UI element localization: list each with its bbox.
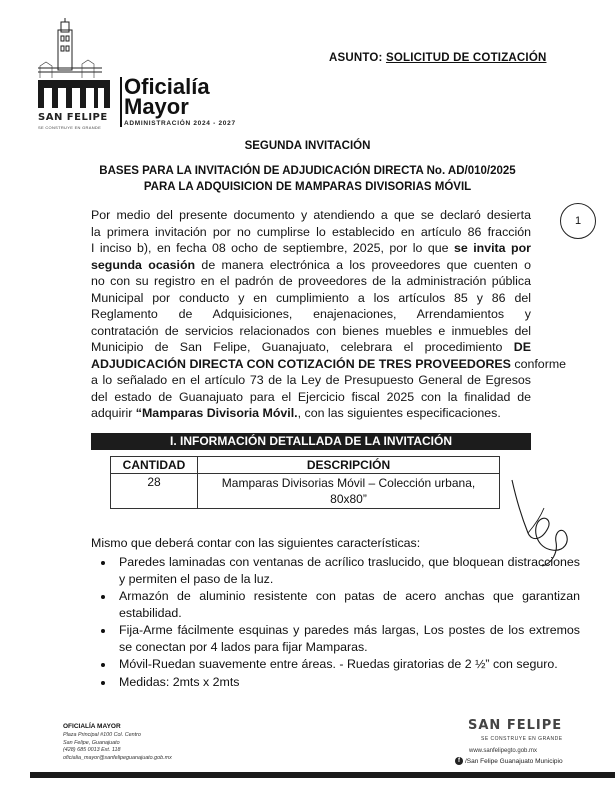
quantity-cell: 28 [111,474,198,509]
body-line: la primera invitación por no cumplirse lo establecido en artículo 86 fracción [91,224,531,239]
bases-heading: BASES PARA LA INVITACIÓN DE ADJUDICACIÓN DIRECTA No. AD/010/2025 [99,165,516,177]
footer-brand: SAN FELIPE [468,718,563,733]
logo-city-name: SAN FELIPE [38,112,108,123]
footer-website: www.sanfelipegto.gob.mx [469,748,538,754]
footer-office: OFICIALÍA MAYOR [63,723,121,730]
logo-tagline: SE CONSTRUYE EN GRANDE [38,125,102,130]
facebook-icon: f [455,757,463,765]
facebook-handle: /San Felipe Guanajuato Municipio [465,757,563,765]
page-number: 1 [560,203,596,239]
list-item: • Medidas: 2mts x 2mts [115,674,580,691]
list-item: • Paredes laminadas con ventanas de acrílico traslucido, que bloquean distracciones y permiten el paso de la luz. [115,554,580,587]
list-item: • Armazón de aluminio resistente con patas de acero anchas que garantizan estabilidad. [115,588,580,621]
office-title-line1: Oficialía [124,74,210,99]
body-line: Municipio de San Felipe, Guanajuato, celebrara el procedimiento DE [91,340,531,354]
office-title-line2: Mayor [124,94,189,119]
section-title-bar: I. INFORMACIÓN DETALLADA DE LA INVITACIÓN [91,433,531,450]
list-item: • Móvil-Ruedan suavemente entre áreas. - Ruedas giratorias de 2 ½” con seguro. [115,656,580,673]
body-line: contratación de servicios relacionados con bienes muebles e inmuebles del [91,323,531,338]
features-intro: Mismo que deberá contar con las siguientes características: [91,536,421,550]
features-list [91,554,580,691]
footer-email: oficialia_mayor@sanfelipeguanajuato.gob.mx [63,754,172,761]
body-line: I inciso b), en fecha 08 ocho de septiembre, 2025, por lo que se invita por [91,241,531,255]
body-line: a lo señalado en el artículo 73 de la Ley de Presupuesto General de Egresos [91,373,531,387]
administration-period: ADMINISTRACIÓN 2024 - 2027 [124,120,236,127]
invitation-heading: SEGUNDA INVITACIÓN [244,140,371,152]
municipal-logo-art [30,18,110,118]
header-divider [120,77,122,127]
column-header-description: DESCRIPCIÓN [198,457,500,474]
list-item: • Fija-Arme fácilmente esquinas y paredes más largas, Los postes de los extremos se conectan por 4 lados para fijar Mamparas. [115,622,580,655]
column-header-quantity: CANTIDAD [111,457,198,474]
subject-line [329,52,546,64]
footer-facebook [455,757,563,765]
description-cell [198,474,500,509]
body-line: Por medio del presente documento y atendiendo a que se declaró desierta [91,208,531,222]
body-paragraph [91,207,567,422]
footer-brand-tagline: SE CONSTRUYE EN GRANDE [481,736,563,742]
body-line: segunda ocasión de manera electrónica a los proveedores que cuenten o [91,257,531,272]
table-header-row [111,457,500,474]
body-line: ADJUDICACIÓN DIRECTA CON COTIZACIÓN DE TRES PROVEEDORES conforme [91,356,567,371]
body-line: del estado de Guanajuato para el Ejercicio fiscal 2025 con la finalidad de [91,389,531,404]
subject-label: ASUNTO: [329,52,383,64]
footer-phone: (428) 685 0013 Ext. 118 [63,747,121,753]
footer-contact [63,732,172,762]
footer-bar [30,772,615,778]
description-line: Mamparas Divisorias Móvil – Colección urbana, [221,476,476,490]
footer-address2: San Felipe, Guanajuato [63,739,120,746]
purpose-heading: PARA LA ADQUISICION DE MAMPARAS DIVISORIAS MÓVIL [143,181,472,193]
subject-value: SOLICITUD DE COTIZACIÓN [385,52,547,64]
body-line: adquirir “Mamparas Divisoria Móvil., con las siguientes especificaciones. [91,406,501,420]
items-table [110,456,500,509]
body-line: Municipal por conducto y en cumplimiento a los artículos 85 y 86 del [91,290,531,305]
body-line: Reglamento de Adquisiciones, enajenaciones, Arrendamientos y [91,307,531,321]
body-line: no con su registro en el padrón de proveedores de la administración pública [91,274,531,288]
description-line: 80x80” [330,492,367,506]
table-row [111,474,500,509]
footer-address1: Plaza Principal #100 Col. Centro [63,732,141,738]
